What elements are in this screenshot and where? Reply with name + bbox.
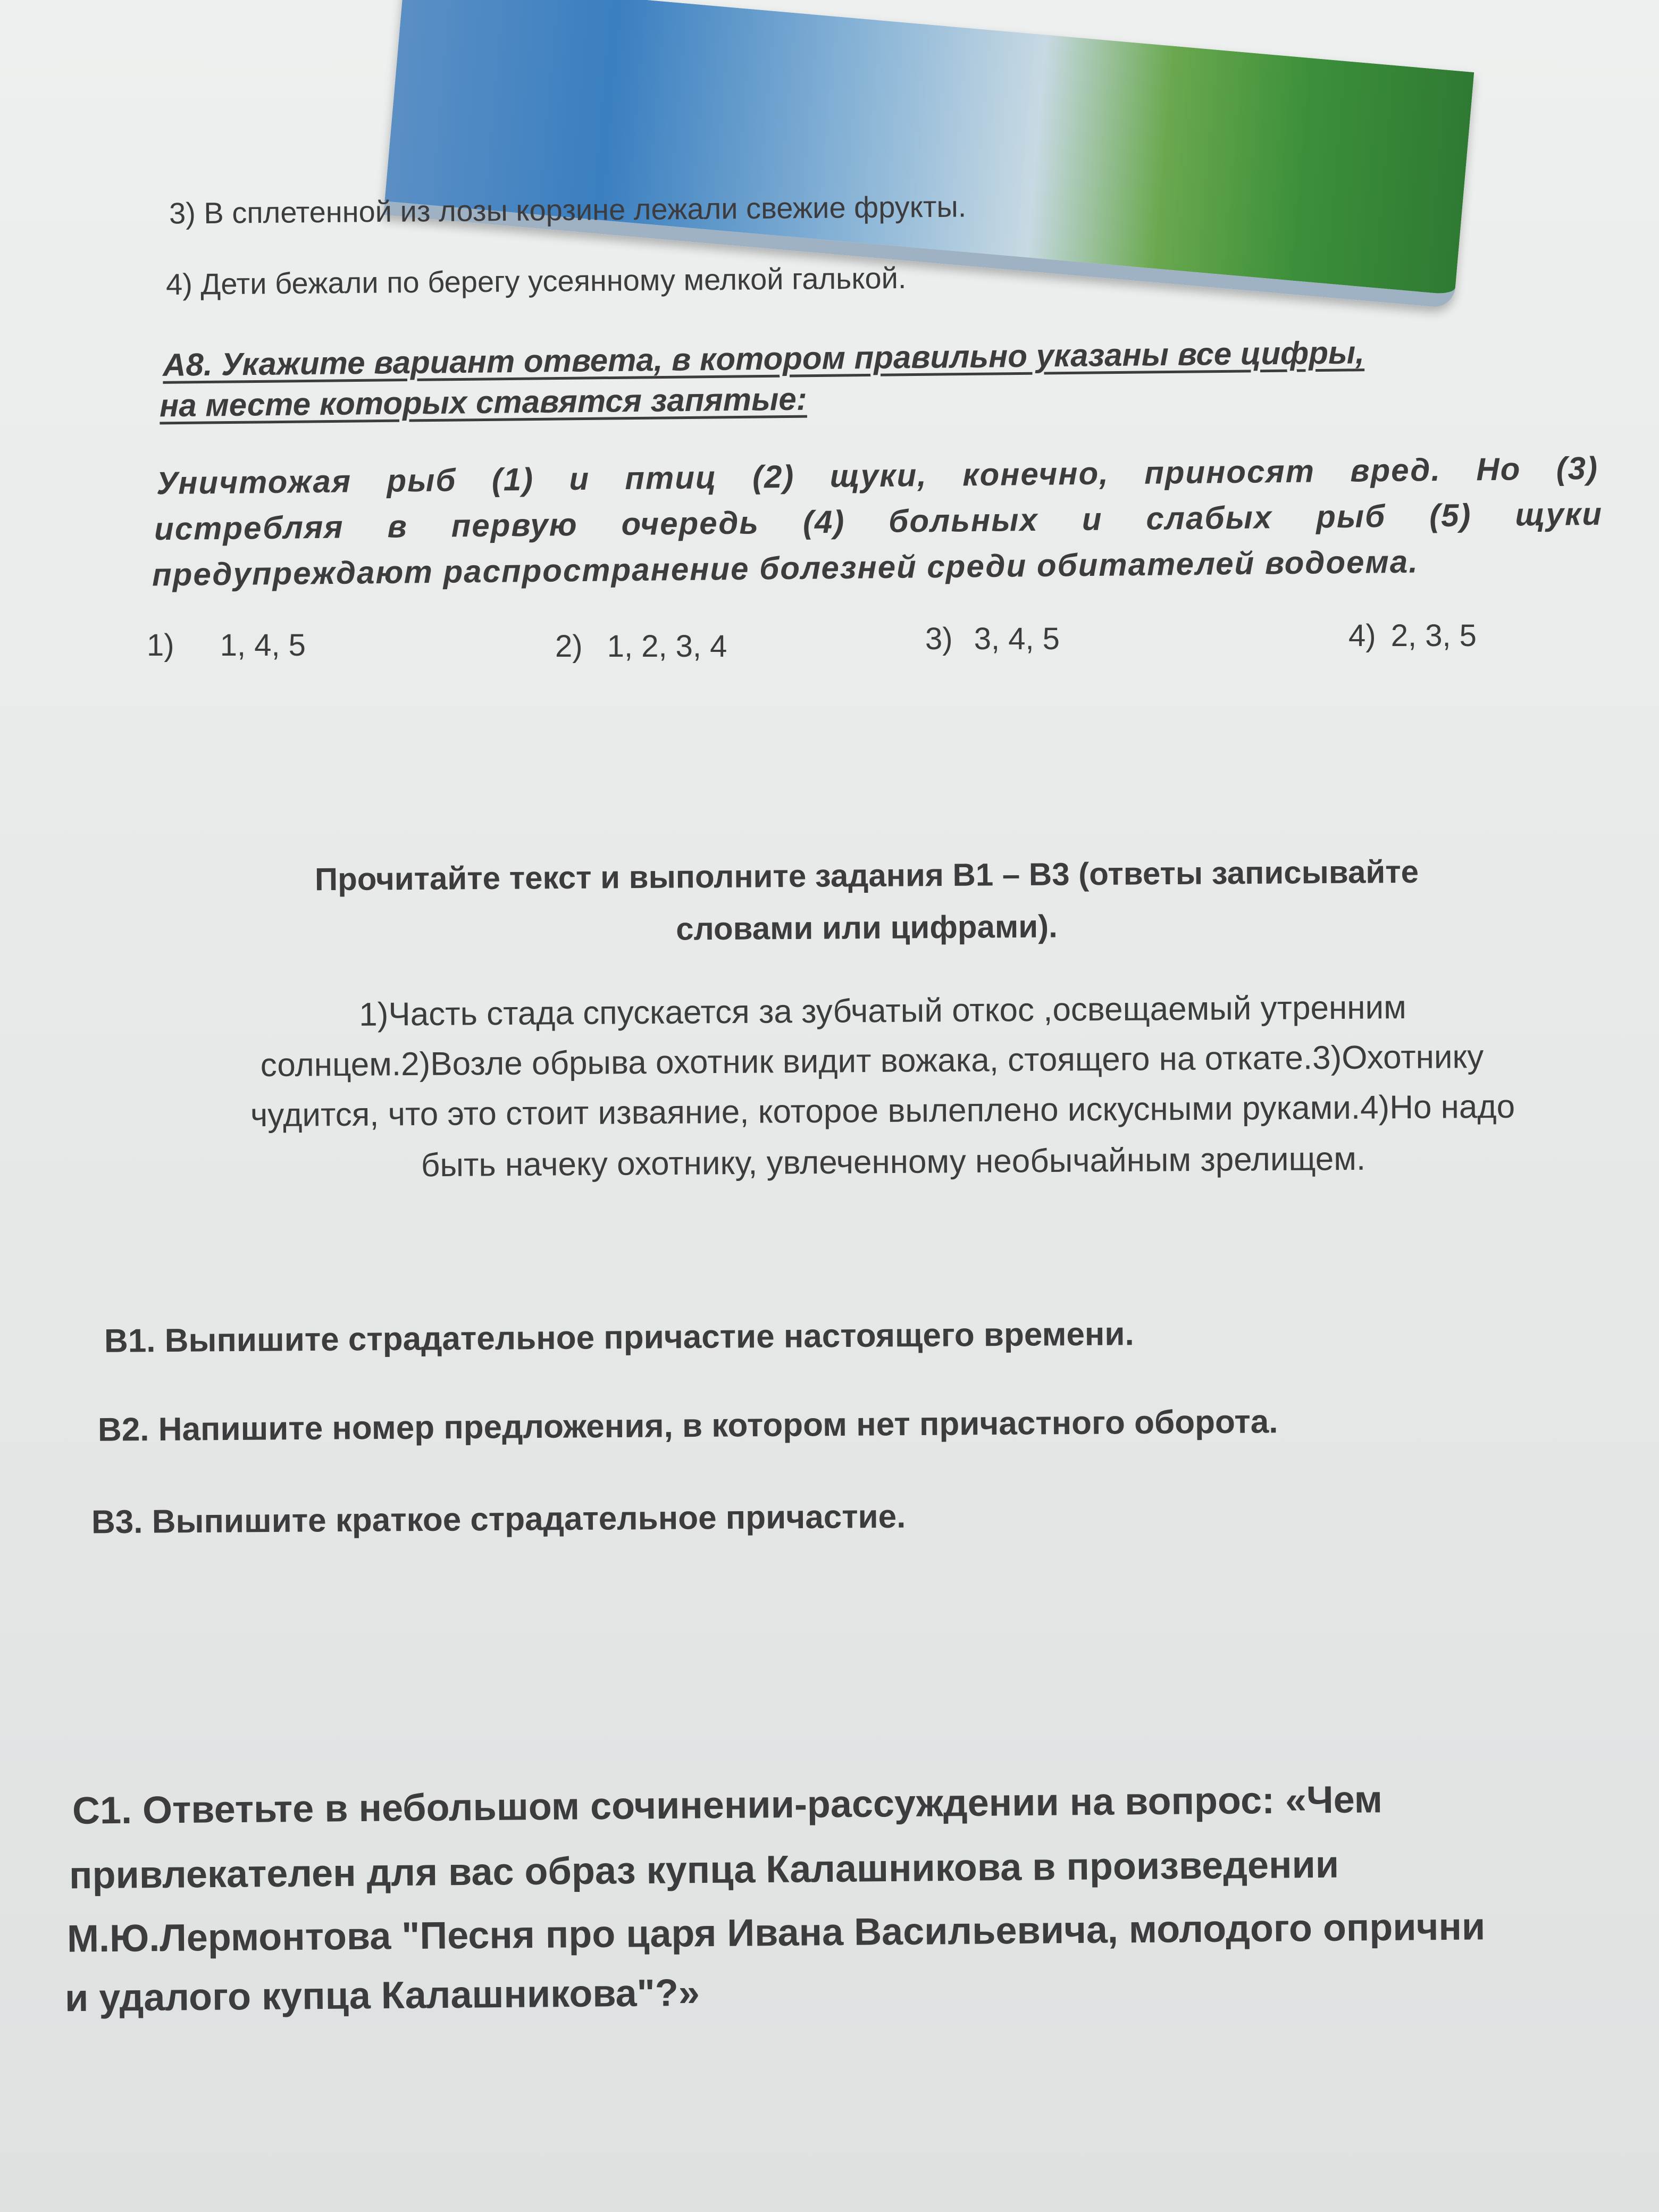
sentence-option-4: 4) Дети бежали по берегу усеянному мелкой галькой. (165, 261, 907, 301)
reading-heading-line-2: словами или цифрами). (676, 908, 1058, 947)
answer-option-2-number: 2) (555, 629, 583, 664)
answer-option-3 (925, 621, 1060, 657)
passage-line-1: 1)Часть стада спускается за зубчатый откос ,освещаемый утренним (359, 989, 1406, 1033)
task-a8-title: А8. Укажите вариант ответа, в котором правильно указаны все цифры, (162, 334, 1365, 383)
task-c1-line-2: привлекателен для вас образ купца Калашникова в произведении (69, 1843, 1339, 1897)
answer-option-2 (555, 629, 727, 664)
answer-option-3-value: 3, 4, 5 (974, 622, 1060, 656)
passage-line-4: быть начеку охотнику, увлеченному необычайным зрелищем. (421, 1140, 1366, 1184)
question-b2: В2. Напишите номер предложения, в котором нет причастного оборота. (97, 1403, 1278, 1448)
task-a8-title-cont: на месте которых ставятся запятые: (159, 381, 807, 424)
task-a8-text-line-3: предупреждают распространение болезней среди обитателей водоема. (152, 543, 1419, 593)
answer-option-1 (147, 627, 306, 663)
answer-option-4 (1348, 618, 1477, 653)
answer-option-4-number: 4) (1348, 618, 1376, 653)
passage-line-3: чудится, что это стоит изваяние, которое вылеплено искусными руками.4)Но надо (250, 1088, 1515, 1134)
answer-option-1-number: 1) (147, 628, 174, 663)
passage-line-2: солнцем.2)Возле обрыва охотник видит вожака, стоящего на откате.3)Охотнику (260, 1038, 1484, 1084)
task-c1-line-3: М.Ю.Лермонтова "Песня про царя Ивана Васильевича, молодого опрични (66, 1905, 1486, 1960)
answer-option-4-value: 2, 3, 5 (1390, 618, 1477, 653)
answer-option-3-number: 3) (925, 622, 953, 656)
answer-option-1-value: 1, 4, 5 (220, 628, 306, 663)
task-c1-line-1: С1. Ответьте в небольшом сочинении-рассуждении на вопрос: «Чем (72, 1778, 1383, 1832)
task-a8-text-line-1: Уничтожая рыб (1) и птиц (2) щуки, конечно, приносят вред. Но (3) (156, 450, 1599, 501)
answer-option-2-value: 1, 2, 3, 4 (607, 629, 727, 664)
sentence-option-3: 3) В сплетенной из лозы корзине лежали свежие фрукты. (169, 189, 967, 230)
task-a8-text-line-2: истребляя в первую очередь (4) больных и слабых рыб (5) щуки (154, 496, 1603, 547)
textbook-corner (383, 0, 1474, 308)
question-b1: В1. Выпишите страдательное причастие настоящего времени. (104, 1316, 1134, 1360)
task-c1-line-4: и удалого купца Калашникова"?» (64, 1971, 700, 2020)
question-b3: В3. Выпишите краткое страдательное причастие. (91, 1498, 906, 1541)
reading-heading-line-1: Прочитайте текст и выполните задания В1 – В3 (ответы записывайте (314, 853, 1419, 898)
